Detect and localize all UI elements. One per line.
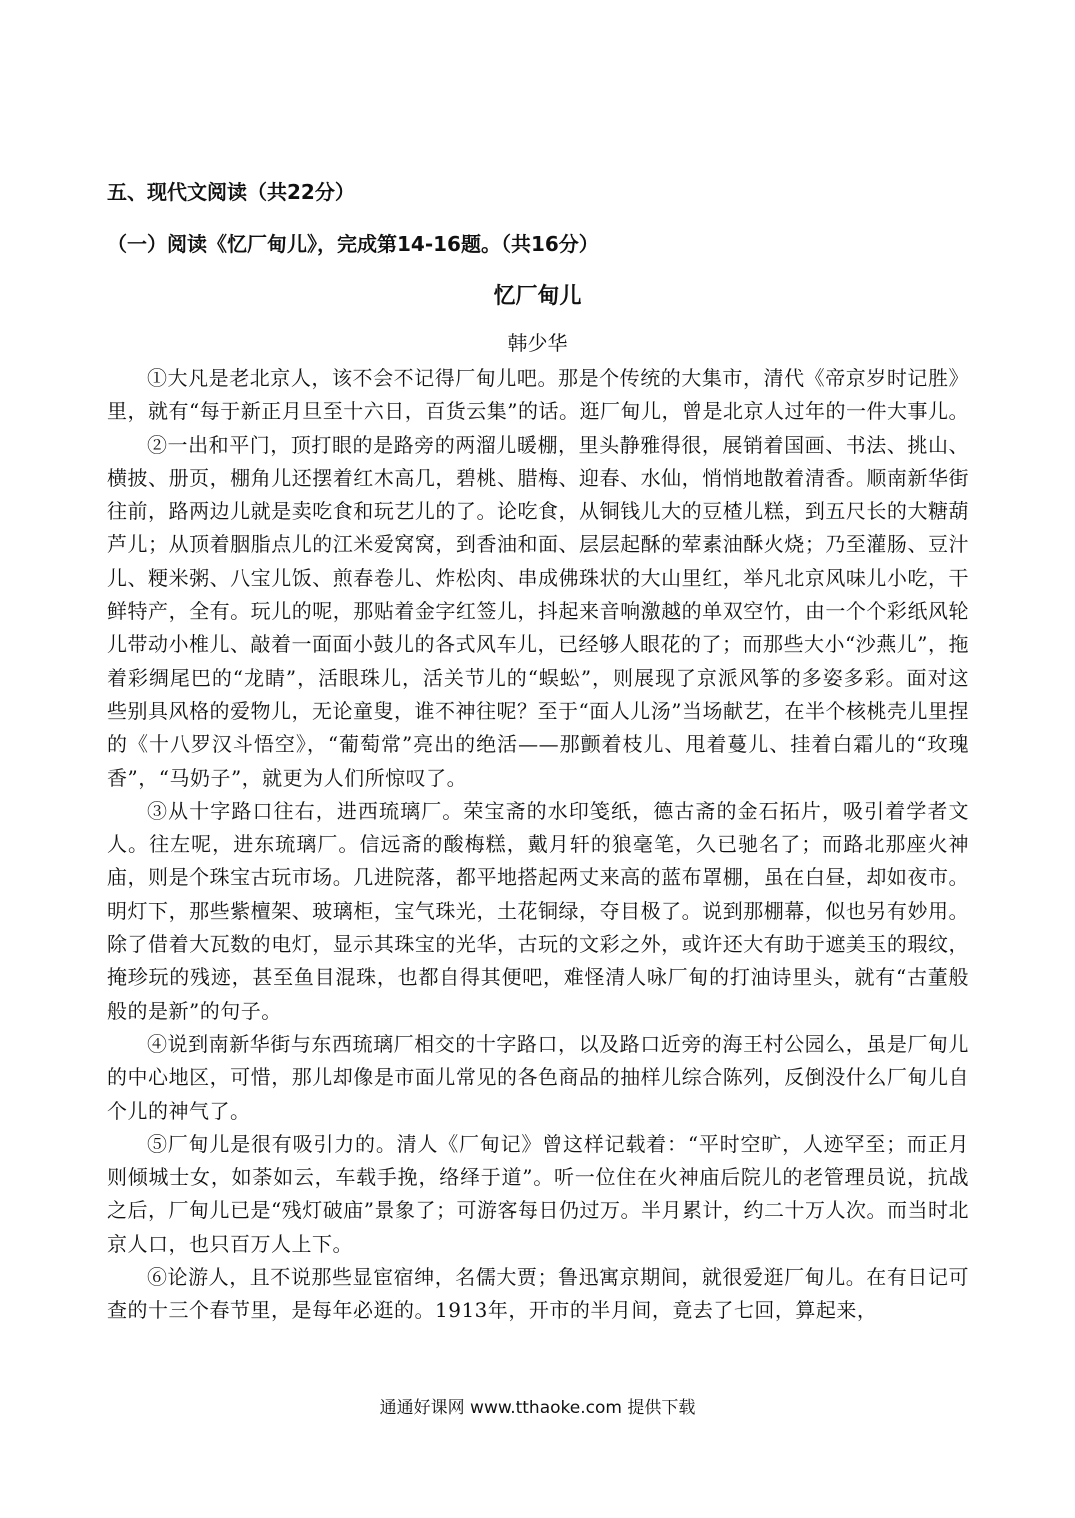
- question-instruction: （一）阅读《忆厂甸儿》，完成第14-16题。（共16分）: [107, 232, 599, 256]
- paragraph-6: ⑥论游人，且不说那些显宦宿绅，名儒大贾；鲁迅寓京期间，就很爱逛厂甸儿。在有日记可查的十三个春节里，是每年必逛的。1913年，开市的半月间，竟去了七回，算起来，: [107, 1265, 969, 1323]
- paragraph-2: ②一出和平门，顶打眼的是路旁的两溜儿暖棚，里头静雅得很，展销着国画、书法、挑山、横披、册页，棚角儿还摆着红木高几，碧桃、腊梅、迎春、水仙，悄悄地散着清香。顺南新华街往前，路两边儿就是卖吃食和玩艺儿的了。论吃食，从铜钱儿大的豆楂儿糕，到五尺长的大糖葫芦儿；从顶着胭脂点儿的江米爱窝窝，到香油和面、层层起酥的荤素油酥火烧；乃至灌肠、豆汁儿、粳米粥、八宝儿饭、煎春卷儿、炸松肉、串成佛珠状的大山里红，举凡北京风味儿小吃，干鲜特产，全有。玩儿的呢，那贴着金字红签儿，抖起来音响激越的单双空竹，由一个个彩纸风轮儿带动小椎儿、敲着一面面小鼓儿的各式风车儿，已经够人眼花的了；而那些大小“沙燕儿”，拖着彩绸尾巴的“龙睛”，活眼珠儿，活关节儿的“蜈蚣”，则展现了京派风筝的多姿多彩。面对这些别具风格的爱物儿，无论童叟，谁不神往呢？至于“面人儿汤”当场献艺，在半个核桃壳儿里捏的《十八罗汉斗悟空》，“葡萄常”亮出的绝活——那颤着枝儿、甩着蔓儿、挂着白霜儿的“玫瑰香”，“马奶子”，就更为人们所惊叹了。: [107, 432, 969, 790]
- section-heading: 五、现代文阅读（共22分）: [107, 180, 355, 204]
- article-body: [107, 362, 969, 1328]
- paragraph-5: ⑤厂甸儿是很有吸引力的。清人《厂甸记》曾这样记载着：“平时空旷，人迹罕至；而正月则倾城士女，如荼如云，车载手挽，络绎于道”。听一位住在火神庙后院儿的老管理员说，抗战之后，厂甸儿已是“残灯破庙”景象了；可游客每日仍过万。半月累计，约二十万人次。而当时北京人口，也只百万人上下。: [107, 1131, 969, 1256]
- article-author: 韩少华: [507, 331, 568, 355]
- article-title: 忆厂甸儿: [493, 284, 582, 309]
- paragraph-4: ④说到南新华街与东西琉璃厂相交的十字路口，以及路口近旁的海王村公园么，虽是厂甸儿的中心地区，可惜，那儿却像是市面儿常见的各色商品的抽样儿综合陈列，反倒没什么厂甸儿自个儿的神气了。: [107, 1031, 969, 1123]
- paragraph-3: ③从十字路口往右，进西琉璃厂。荣宝斋的水印笺纸，德古斋的金石拓片，吸引着学者文人。往左呢，进东琉璃厂。信远斋的酸梅糕，戴月轩的狼毫笔，久已驰名了；而路北那座火神庙，则是个珠宝古玩市场。几进院落，都平地搭起两丈来高的蓝布罩棚，虽在白昼，却如夜市。明灯下，那些紫檀架、玻璃柜，宝气珠光，土花铜绿，夺目极了。说到那棚幕，似也另有妙用。除了借着大瓦数的电灯，显示其珠宝的光华，古玩的文彩之外，或许还大有助于遮美玉的瑕纹，掩珍玩的残迹，甚至鱼目混珠，也都自得其便吧，难怪清人咏厂甸的打油诗里头，就有“古董般般的是新”的句子。: [107, 798, 969, 1023]
- paragraph-1: ①大凡是老北京人，该不会不记得厂甸儿吧。那是个传统的大集市，清代《帝京岁时记胜》里，就有“每于新正月旦至十六日，百货云集”的话。逛厂甸儿，曾是北京人过年的一件大事儿。: [107, 366, 969, 424]
- page-footer: 通通好课网 www.tthaoke.com 提供下载: [379, 1398, 696, 1418]
